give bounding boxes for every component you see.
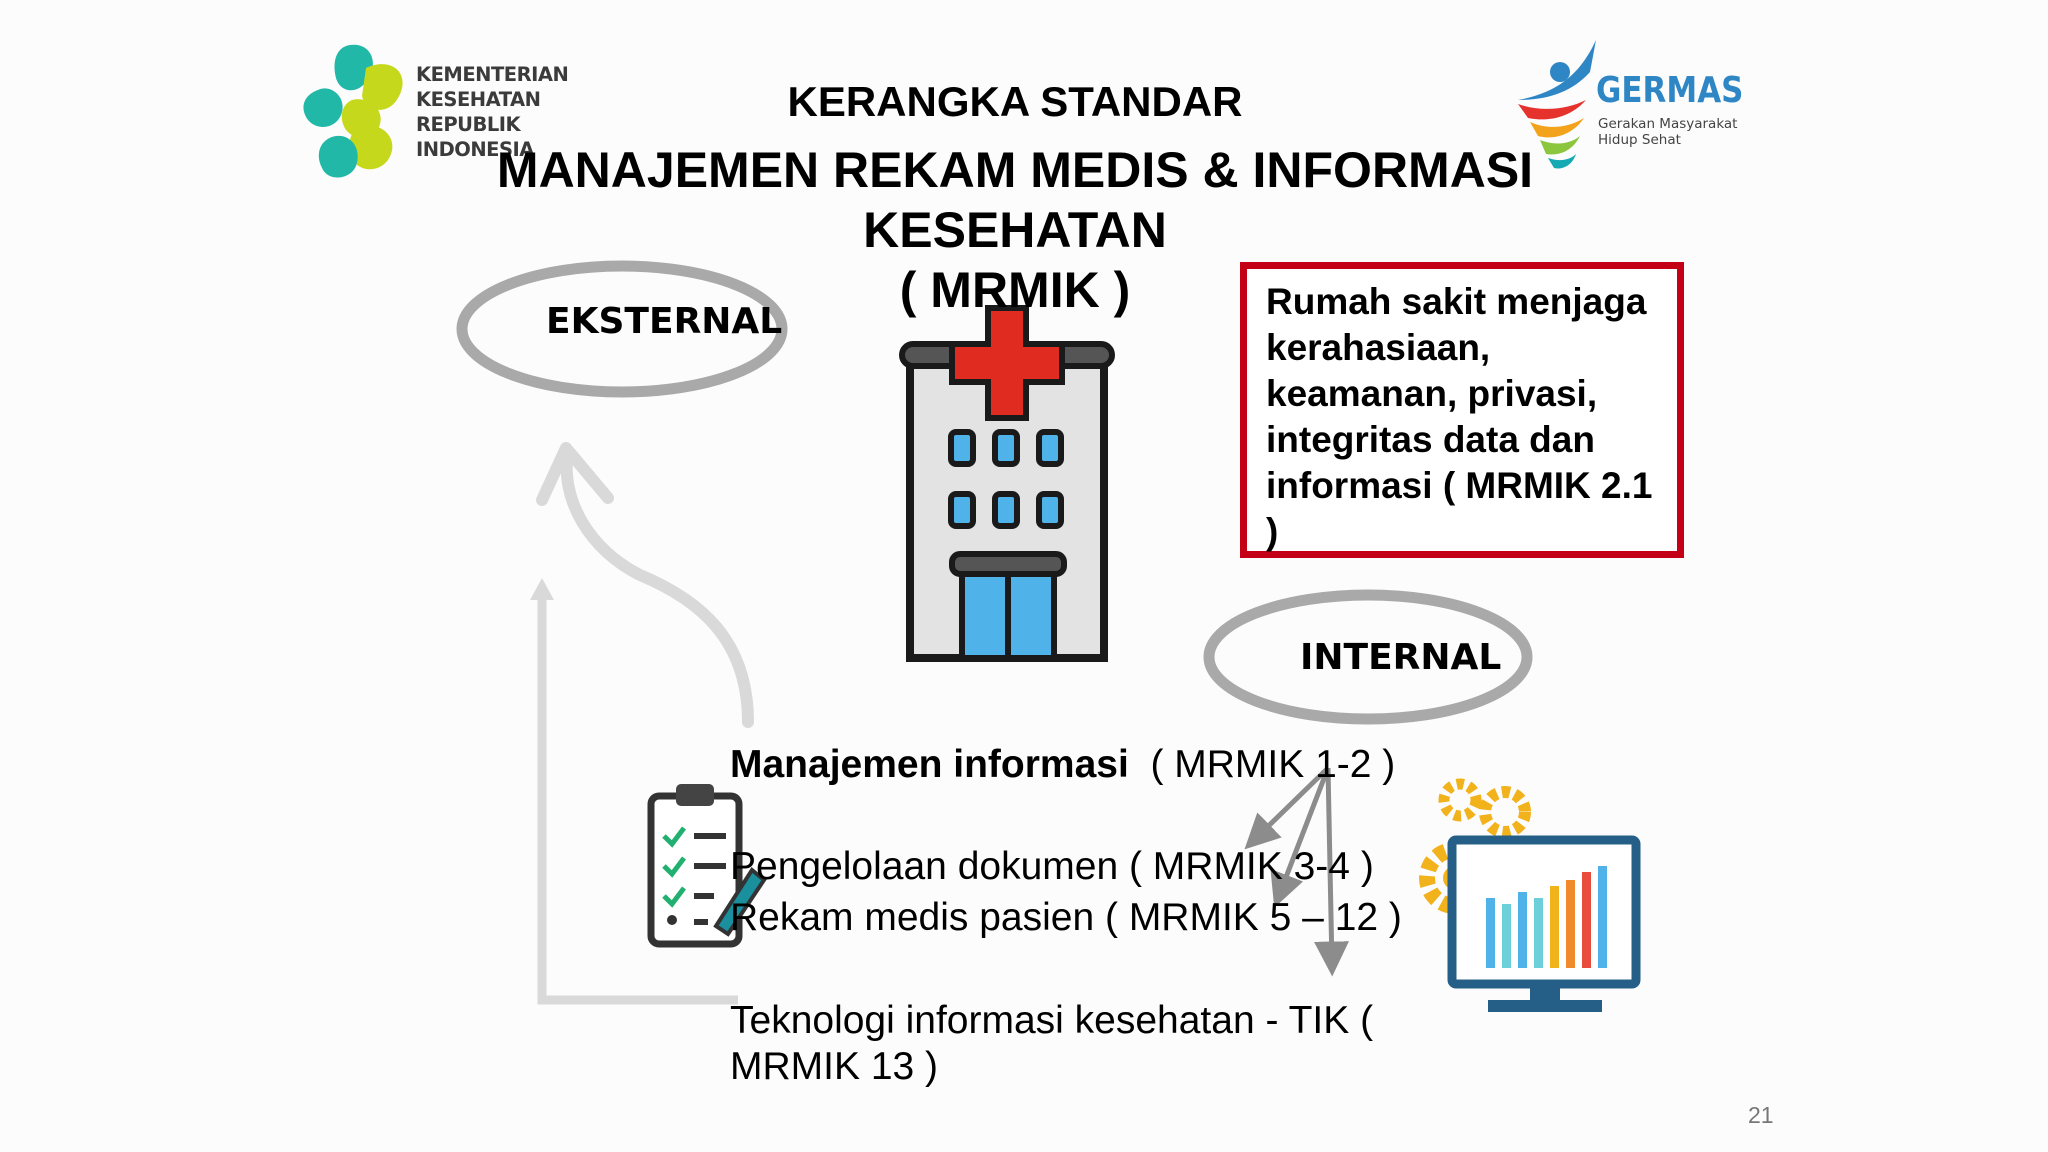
kemenkes-line: KEMENTERIAN	[416, 63, 569, 86]
kemenkes-line: REPUBLIK	[416, 113, 521, 136]
callout-line: Rumah sakit menjaga	[1266, 281, 1647, 322]
info-management-code: ( MRMIK 1-2 )	[1150, 743, 1396, 786]
info-management-label: Manajemen informasi	[730, 743, 1129, 786]
chart-monitor-icon	[1452, 840, 1636, 1012]
curved-arrow-external	[567, 452, 748, 722]
kemenkes-line: INDONESIA	[416, 138, 534, 161]
callout-line: )	[1266, 511, 1279, 552]
external-label: EKSTERNAL	[546, 301, 783, 342]
callout-line: informasi ( MRMIK 2.1	[1266, 465, 1653, 506]
info-management-item	[730, 742, 1395, 788]
slide-title-line3: KESEHATAN	[863, 202, 1167, 258]
germas-subtitle-line: Gerakan Masyarakat	[1598, 116, 1738, 132]
germas-logo-title: GERMAS	[1596, 70, 1744, 111]
slide-title-line4: ( MRMIK )	[899, 262, 1131, 318]
slide-title-line1: KERANGKA STANDAR	[787, 78, 1243, 125]
germas-subtitle-line: Hidup Sehat	[1598, 132, 1681, 148]
elbow-arrow-head	[530, 578, 554, 600]
callout-line: integritas data dan	[1266, 419, 1595, 460]
document-management-item: Pengelolaan dokumen ( MRMIK 3-4 )	[730, 845, 1374, 888]
kemenkes-line: KESEHATAN	[416, 88, 541, 111]
callout-line: keamanan, privasi,	[1266, 373, 1598, 414]
slide-title-line2: MANAJEMEN REKAM MEDIS & INFORMASI	[496, 142, 1534, 198]
hospital-icon	[902, 308, 1112, 658]
internal-label: INTERNAL	[1300, 637, 1502, 678]
patient-records-item: Rekam medis pasien ( MRMIK 5 – 12 )	[730, 896, 1402, 939]
health-it-line1: Teknologi informasi kesehatan - TIK (	[730, 999, 1374, 1042]
health-it-line2: MRMIK 13 )	[730, 1045, 939, 1088]
health-it-item	[730, 998, 1470, 1090]
confidentiality-callout	[1240, 262, 1684, 558]
callout-line: kerahasiaan,	[1266, 327, 1491, 368]
page-number: 21	[1748, 1102, 1774, 1128]
slide-title-block	[0, 140, 2030, 320]
